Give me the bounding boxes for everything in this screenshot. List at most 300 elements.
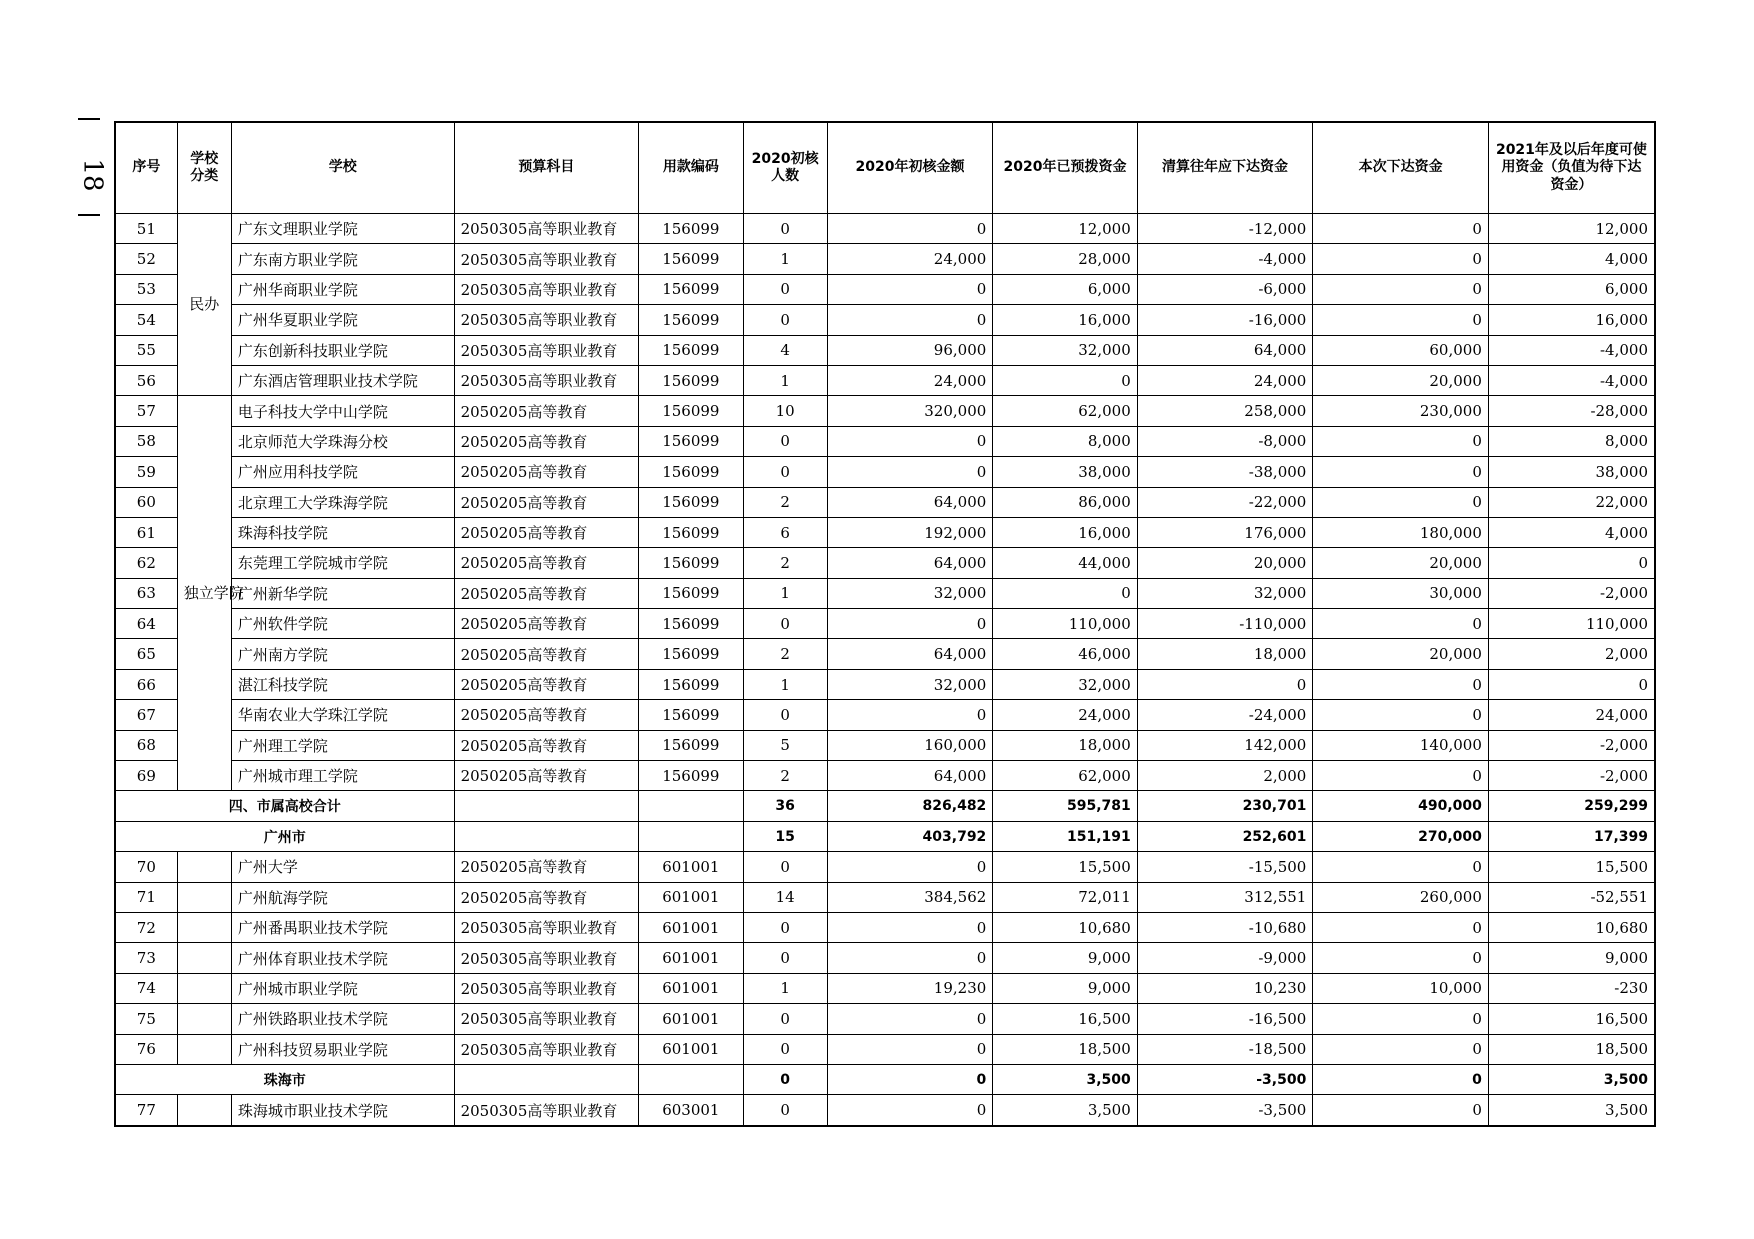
initial-amount: 0 [827, 274, 993, 304]
summary-empty-code [639, 791, 743, 821]
school-name: 广州新华学院 [231, 578, 454, 608]
settlement: -8,000 [1137, 426, 1313, 456]
initial-amount: 64,000 [827, 639, 993, 669]
pre-allocated: 72,011 [993, 882, 1137, 912]
payment-code: 156099 [639, 548, 743, 578]
summary-empty-subject [454, 1064, 639, 1094]
table-row [115, 396, 1655, 426]
page-number [70, 118, 110, 228]
current-issue: 20,000 [1313, 548, 1489, 578]
row-number: 74 [115, 973, 177, 1003]
settlement: 32,000 [1137, 578, 1313, 608]
summary-people: 36 [743, 791, 827, 821]
people-count: 5 [743, 730, 827, 760]
school-name: 广州城市职业学院 [231, 973, 454, 1003]
payment-code: 156099 [639, 396, 743, 426]
pre-allocated: 32,000 [993, 335, 1137, 365]
current-issue: 20,000 [1313, 639, 1489, 669]
people-count: 1 [743, 365, 827, 395]
category-empty [177, 882, 231, 912]
people-count: 1 [743, 669, 827, 699]
payment-code: 156099 [639, 426, 743, 456]
pre-allocated: 62,000 [993, 761, 1137, 791]
row-number: 60 [115, 487, 177, 517]
row-number: 75 [115, 1004, 177, 1034]
row-number: 64 [115, 609, 177, 639]
initial-amount: 384,562 [827, 882, 993, 912]
payment-code: 601001 [639, 943, 743, 973]
category-empty [177, 1004, 231, 1034]
table-row [115, 700, 1655, 730]
summary-people: 0 [743, 1064, 827, 1094]
pre-allocated: 0 [993, 578, 1137, 608]
future-funds: -52,551 [1488, 882, 1655, 912]
settlement: -22,000 [1137, 487, 1313, 517]
current-issue: 0 [1313, 487, 1489, 517]
initial-amount: 0 [827, 457, 993, 487]
current-issue: 0 [1313, 426, 1489, 456]
current-issue: 0 [1313, 1004, 1489, 1034]
school-name: 广州应用科技学院 [231, 457, 454, 487]
settlement: 2,000 [1137, 761, 1313, 791]
budget-subject: 2050205高等教育 [454, 487, 639, 517]
school-name: 广州理工学院 [231, 730, 454, 760]
future-funds: 18,500 [1488, 1034, 1655, 1064]
budget-subject: 2050305高等职业教育 [454, 973, 639, 1003]
row-number: 76 [115, 1034, 177, 1064]
row-number: 59 [115, 457, 177, 487]
payment-code: 601001 [639, 1004, 743, 1034]
pre-allocated: 46,000 [993, 639, 1137, 669]
future-funds: 0 [1488, 548, 1655, 578]
initial-amount: 0 [827, 609, 993, 639]
initial-amount: 0 [827, 214, 993, 244]
pre-allocated: 16,000 [993, 305, 1137, 335]
budget-subject: 2050205高等教育 [454, 700, 639, 730]
budget-subject: 2050205高等教育 [454, 730, 639, 760]
funding-table [114, 121, 1656, 1127]
category-empty [177, 1095, 231, 1126]
payment-code: 156099 [639, 700, 743, 730]
table-row [115, 487, 1655, 517]
current-issue: 30,000 [1313, 578, 1489, 608]
initial-amount: 19,230 [827, 973, 993, 1003]
settlement: 258,000 [1137, 396, 1313, 426]
category-empty [177, 973, 231, 1003]
future-funds: 4,000 [1488, 244, 1655, 274]
budget-subject: 2050205高等教育 [454, 548, 639, 578]
budget-subject: 2050205高等教育 [454, 639, 639, 669]
summary-empty-code [639, 1064, 743, 1094]
table-row [115, 761, 1655, 791]
budget-subject: 2050305高等职业教育 [454, 305, 639, 335]
current-issue: 0 [1313, 1034, 1489, 1064]
school-name: 广东酒店管理职业技术学院 [231, 365, 454, 395]
budget-subject: 2050305高等职业教育 [454, 365, 639, 395]
summary-settle: -3,500 [1137, 1064, 1313, 1094]
future-funds: -4,000 [1488, 335, 1655, 365]
pre-allocated: 86,000 [993, 487, 1137, 517]
row-number: 57 [115, 396, 177, 426]
initial-amount: 0 [827, 305, 993, 335]
budget-subject: 2050205高等教育 [454, 426, 639, 456]
category-empty [177, 943, 231, 973]
payment-code: 156099 [639, 305, 743, 335]
summary-future: 259,299 [1488, 791, 1655, 821]
future-funds: 16,500 [1488, 1004, 1655, 1034]
page-number-dash-bottom [78, 214, 100, 216]
budget-subject: 2050305高等职业教育 [454, 1034, 639, 1064]
school-name: 珠海城市职业技术学院 [231, 1095, 454, 1126]
pre-allocated: 28,000 [993, 244, 1137, 274]
future-funds: 22,000 [1488, 487, 1655, 517]
people-count: 0 [743, 214, 827, 244]
current-issue: 0 [1313, 274, 1489, 304]
current-issue: 20,000 [1313, 365, 1489, 395]
school-name: 广州航海学院 [231, 882, 454, 912]
row-number: 71 [115, 882, 177, 912]
settlement: 176,000 [1137, 517, 1313, 547]
row-number: 54 [115, 305, 177, 335]
initial-amount: 0 [827, 700, 993, 730]
current-issue: 0 [1313, 305, 1489, 335]
budget-subject: 2050205高等教育 [454, 852, 639, 882]
row-number: 63 [115, 578, 177, 608]
people-count: 10 [743, 396, 827, 426]
people-count: 0 [743, 700, 827, 730]
settlement: -4,000 [1137, 244, 1313, 274]
school-name: 广州番禺职业技术学院 [231, 912, 454, 942]
budget-subject: 2050205高等教育 [454, 396, 639, 426]
settlement: 142,000 [1137, 730, 1313, 760]
school-name: 广州铁路职业技术学院 [231, 1004, 454, 1034]
row-number: 73 [115, 943, 177, 973]
current-issue: 260,000 [1313, 882, 1489, 912]
initial-amount: 32,000 [827, 669, 993, 699]
budget-subject: 2050205高等教育 [454, 761, 639, 791]
budget-subject: 2050205高等教育 [454, 882, 639, 912]
category-independent: 独立学院 [177, 396, 231, 791]
pre-allocated: 24,000 [993, 700, 1137, 730]
table-row [115, 548, 1655, 578]
pre-allocated: 15,500 [993, 852, 1137, 882]
current-issue: 0 [1313, 912, 1489, 942]
current-issue: 0 [1313, 943, 1489, 973]
payment-code: 156099 [639, 578, 743, 608]
initial-amount: 64,000 [827, 761, 993, 791]
future-funds: 10,680 [1488, 912, 1655, 942]
people-count: 0 [743, 426, 827, 456]
table-row [115, 335, 1655, 365]
initial-amount: 24,000 [827, 244, 993, 274]
future-funds: 0 [1488, 669, 1655, 699]
people-count: 2 [743, 761, 827, 791]
budget-subject: 2050305高等职业教育 [454, 214, 639, 244]
initial-amount: 0 [827, 1095, 993, 1126]
pre-allocated: 0 [993, 365, 1137, 395]
people-count: 14 [743, 882, 827, 912]
school-name: 广州科技贸易职业学院 [231, 1034, 454, 1064]
summary-pre: 151,191 [993, 821, 1137, 851]
category-empty [177, 852, 231, 882]
settlement: 0 [1137, 669, 1313, 699]
header-settle: 清算往年应下达资金 [1137, 122, 1313, 214]
pre-allocated: 10,680 [993, 912, 1137, 942]
people-count: 0 [743, 852, 827, 882]
table-row [115, 1004, 1655, 1034]
settlement: -12,000 [1137, 214, 1313, 244]
settlement: 64,000 [1137, 335, 1313, 365]
budget-subject: 2050205高等教育 [454, 609, 639, 639]
pre-allocated: 110,000 [993, 609, 1137, 639]
header-future: 2021年及以后年度可使用资金（负值为待下达资金） [1488, 122, 1655, 214]
budget-subject: 2050205高等教育 [454, 517, 639, 547]
future-funds: 24,000 [1488, 700, 1655, 730]
future-funds: 3,500 [1488, 1095, 1655, 1126]
initial-amount: 320,000 [827, 396, 993, 426]
school-name: 珠海科技学院 [231, 517, 454, 547]
future-funds: 2,000 [1488, 639, 1655, 669]
table-row [115, 578, 1655, 608]
payment-code: 603001 [639, 1095, 743, 1126]
summary-label: 四、市属高校合计 [115, 791, 454, 821]
payment-code: 156099 [639, 609, 743, 639]
current-issue: 0 [1313, 214, 1489, 244]
settlement: 24,000 [1137, 365, 1313, 395]
summary-settle: 252,601 [1137, 821, 1313, 851]
pre-allocated: 44,000 [993, 548, 1137, 578]
table-row [115, 365, 1655, 395]
payment-code: 156099 [639, 487, 743, 517]
people-count: 2 [743, 548, 827, 578]
payment-code: 156099 [639, 214, 743, 244]
summary-empty-subject [454, 791, 639, 821]
settlement: 312,551 [1137, 882, 1313, 912]
current-issue: 0 [1313, 700, 1489, 730]
header-subject: 预算科目 [454, 122, 639, 214]
people-count: 0 [743, 943, 827, 973]
row-number: 52 [115, 244, 177, 274]
table-row [115, 517, 1655, 547]
people-count: 0 [743, 457, 827, 487]
table-row [115, 882, 1655, 912]
future-funds: -2,000 [1488, 578, 1655, 608]
current-issue: 60,000 [1313, 335, 1489, 365]
budget-subject: 2050205高等教育 [454, 669, 639, 699]
summary-empty-subject [454, 821, 639, 851]
settlement: -3,500 [1137, 1095, 1313, 1126]
initial-amount: 0 [827, 943, 993, 973]
current-issue: 0 [1313, 852, 1489, 882]
pre-allocated: 16,000 [993, 517, 1137, 547]
school-name: 广州华商职业学院 [231, 274, 454, 304]
summary-row-zhuhai [115, 1064, 1655, 1094]
row-number: 67 [115, 700, 177, 730]
pre-allocated: 62,000 [993, 396, 1137, 426]
budget-subject: 2050305高等职业教育 [454, 274, 639, 304]
table-row [115, 305, 1655, 335]
category-empty [177, 912, 231, 942]
row-number: 53 [115, 274, 177, 304]
row-number: 77 [115, 1095, 177, 1126]
initial-amount: 64,000 [827, 487, 993, 517]
payment-code: 156099 [639, 517, 743, 547]
future-funds: 4,000 [1488, 517, 1655, 547]
school-name: 广州体育职业技术学院 [231, 943, 454, 973]
header-amount: 2020年初核金额 [827, 122, 993, 214]
current-issue: 230,000 [1313, 396, 1489, 426]
initial-amount: 192,000 [827, 517, 993, 547]
settlement: -16,000 [1137, 305, 1313, 335]
table-row [115, 244, 1655, 274]
row-number: 56 [115, 365, 177, 395]
budget-subject: 2050305高等职业教育 [454, 244, 639, 274]
table-row [115, 457, 1655, 487]
summary-amount: 403,792 [827, 821, 993, 851]
settlement: -15,500 [1137, 852, 1313, 882]
pre-allocated: 8,000 [993, 426, 1137, 456]
initial-amount: 0 [827, 1034, 993, 1064]
table-row [115, 274, 1655, 304]
settlement: 18,000 [1137, 639, 1313, 669]
pre-allocated: 18,000 [993, 730, 1137, 760]
row-number: 58 [115, 426, 177, 456]
current-issue: 10,000 [1313, 973, 1489, 1003]
payment-code: 601001 [639, 882, 743, 912]
table-row [115, 1095, 1655, 1126]
settlement: -6,000 [1137, 274, 1313, 304]
table-row [115, 1034, 1655, 1064]
budget-subject: 2050205高等教育 [454, 457, 639, 487]
current-issue: 0 [1313, 669, 1489, 699]
table-row [115, 669, 1655, 699]
header-people: 2020初核人数 [743, 122, 827, 214]
summary-empty-code [639, 821, 743, 851]
table-row [115, 912, 1655, 942]
table-row [115, 973, 1655, 1003]
row-number: 68 [115, 730, 177, 760]
future-funds: 38,000 [1488, 457, 1655, 487]
header-issue: 本次下达资金 [1313, 122, 1489, 214]
header-code: 用款编码 [639, 122, 743, 214]
future-funds: 6,000 [1488, 274, 1655, 304]
future-funds: -2,000 [1488, 761, 1655, 791]
table-row [115, 730, 1655, 760]
current-issue: 0 [1313, 1095, 1489, 1126]
header-category: 学校分类 [177, 122, 231, 214]
summary-future: 17,399 [1488, 821, 1655, 851]
people-count: 0 [743, 912, 827, 942]
initial-amount: 24,000 [827, 365, 993, 395]
future-funds: 8,000 [1488, 426, 1655, 456]
table-row [115, 609, 1655, 639]
school-name: 广州南方学院 [231, 639, 454, 669]
people-count: 1 [743, 973, 827, 1003]
people-count: 0 [743, 1095, 827, 1126]
future-funds: 15,500 [1488, 852, 1655, 882]
payment-code: 601001 [639, 1034, 743, 1064]
settlement: -24,000 [1137, 700, 1313, 730]
payment-code: 601001 [639, 912, 743, 942]
future-funds: 110,000 [1488, 609, 1655, 639]
budget-subject: 2050305高等职业教育 [454, 943, 639, 973]
pre-allocated: 32,000 [993, 669, 1137, 699]
row-number: 65 [115, 639, 177, 669]
pre-allocated: 16,500 [993, 1004, 1137, 1034]
summary-row-total [115, 791, 1655, 821]
school-name: 北京师范大学珠海分校 [231, 426, 454, 456]
summary-pre: 595,781 [993, 791, 1137, 821]
future-funds: -230 [1488, 973, 1655, 1003]
payment-code: 156099 [639, 365, 743, 395]
row-number: 61 [115, 517, 177, 547]
settlement: -18,500 [1137, 1034, 1313, 1064]
summary-pre: 3,500 [993, 1064, 1137, 1094]
payment-code: 156099 [639, 639, 743, 669]
initial-amount: 0 [827, 426, 993, 456]
initial-amount: 0 [827, 912, 993, 942]
people-count: 0 [743, 305, 827, 335]
budget-subject: 2050305高等职业教育 [454, 1095, 639, 1126]
future-funds: -28,000 [1488, 396, 1655, 426]
school-name: 华南农业大学珠江学院 [231, 700, 454, 730]
settlement: -110,000 [1137, 609, 1313, 639]
summary-issue: 0 [1313, 1064, 1489, 1094]
school-name: 湛江科技学院 [231, 669, 454, 699]
row-number: 62 [115, 548, 177, 578]
summary-amount: 826,482 [827, 791, 993, 821]
school-name: 广州软件学院 [231, 609, 454, 639]
school-name: 东莞理工学院城市学院 [231, 548, 454, 578]
school-name: 北京理工大学珠海学院 [231, 487, 454, 517]
row-number: 72 [115, 912, 177, 942]
budget-subject: 2050305高等职业教育 [454, 335, 639, 365]
row-number: 51 [115, 214, 177, 244]
category-empty [177, 1034, 231, 1064]
people-count: 1 [743, 244, 827, 274]
future-funds: 16,000 [1488, 305, 1655, 335]
people-count: 0 [743, 274, 827, 304]
people-count: 2 [743, 639, 827, 669]
initial-amount: 96,000 [827, 335, 993, 365]
payment-code: 156099 [639, 274, 743, 304]
pre-allocated: 9,000 [993, 943, 1137, 973]
header-row [115, 122, 1655, 214]
current-issue: 0 [1313, 244, 1489, 274]
initial-amount: 0 [827, 852, 993, 882]
future-funds: 12,000 [1488, 214, 1655, 244]
row-number: 69 [115, 761, 177, 791]
settlement: 20,000 [1137, 548, 1313, 578]
school-name: 广东南方职业学院 [231, 244, 454, 274]
payment-code: 156099 [639, 730, 743, 760]
people-count: 1 [743, 578, 827, 608]
page-number-text: 18 [77, 158, 108, 192]
pre-allocated: 6,000 [993, 274, 1137, 304]
school-name: 广州城市理工学院 [231, 761, 454, 791]
header-pre: 2020年已预拨资金 [993, 122, 1137, 214]
summary-issue: 270,000 [1313, 821, 1489, 851]
page-number-dash-top [78, 118, 100, 120]
initial-amount: 160,000 [827, 730, 993, 760]
row-number: 70 [115, 852, 177, 882]
current-issue: 0 [1313, 761, 1489, 791]
settlement: -38,000 [1137, 457, 1313, 487]
summary-people: 15 [743, 821, 827, 851]
people-count: 0 [743, 609, 827, 639]
budget-subject: 2050305高等职业教育 [454, 912, 639, 942]
people-count: 2 [743, 487, 827, 517]
